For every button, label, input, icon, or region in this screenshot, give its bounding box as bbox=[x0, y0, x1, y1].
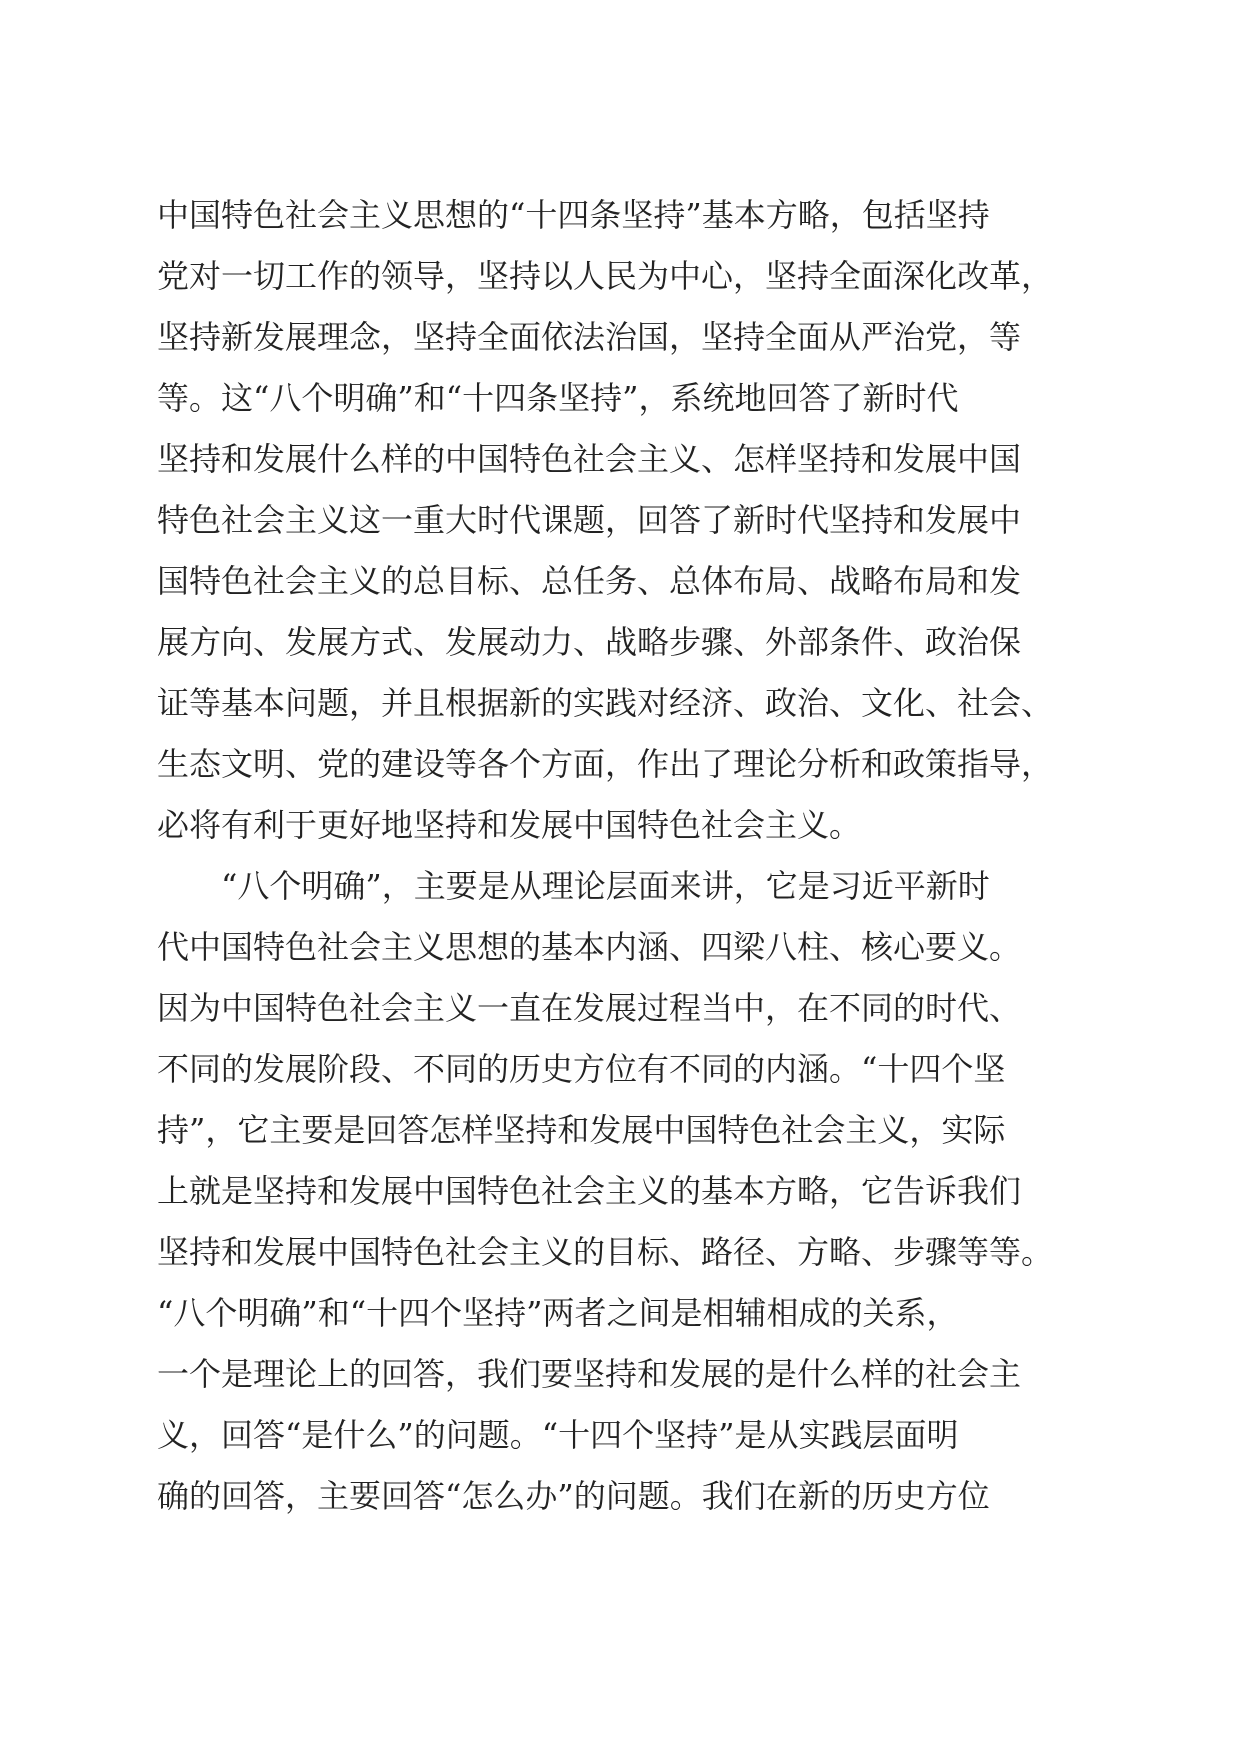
text-line: 义，回答“是什么”的问题。“十四个坚持”是从实践层面明 bbox=[157, 1416, 959, 1454]
body-text bbox=[157, 185, 1097, 1527]
text-line: 国特色社会主义的总目标、总任务、总体布局、战略布局和发 bbox=[157, 562, 1022, 600]
text-line: 上就是坚持和发展中国特色社会主义的基本方略，它告诉我们 bbox=[157, 1172, 1022, 1210]
paragraph-1 bbox=[157, 185, 1097, 856]
text-line: 一个是理论上的回答，我们要坚持和发展的是什么样的社会主 bbox=[157, 1355, 1022, 1393]
text-line: 生态文明、党的建设等各个方面，作出了理论分析和政策指导， bbox=[157, 745, 1054, 783]
text-line: 等。这“八个明确”和“十四条坚持”，系统地回答了新时代 bbox=[157, 379, 959, 417]
text-line: 必将有利于更好地坚持和发展中国特色社会主义。 bbox=[157, 806, 862, 844]
paragraph-2 bbox=[157, 856, 1097, 1527]
text-line: 代中国特色社会主义思想的基本内涵、四梁八柱、核心要义。 bbox=[157, 928, 1022, 966]
text-line: 证等基本问题，并且根据新的实践对经济、政治、文化、社会、 bbox=[157, 684, 1054, 722]
text-line: 特色社会主义这一重大时代课题，回答了新时代坚持和发展中 bbox=[157, 501, 1022, 539]
text-line: 坚持和发展什么样的中国特色社会主义、怎样坚持和发展中国 bbox=[157, 440, 1022, 478]
text-line: 中国特色社会主义思想的“十四条坚持”基本方略，包括坚持 bbox=[157, 196, 990, 234]
text-line: 因为中国特色社会主义一直在发展过程当中，在不同的时代、 bbox=[157, 989, 1022, 1027]
text-line: 党对一切工作的领导，坚持以人民为中心，坚持全面深化改革， bbox=[157, 257, 1054, 295]
text-line: 不同的发展阶段、不同的历史方位有不同的内涵。“十四个坚 bbox=[157, 1050, 1006, 1088]
text-line: 展方向、发展方式、发展动力、战略步骤、外部条件、政治保 bbox=[157, 623, 1022, 661]
text-line: “八个明确”和“十四个坚持”两者之间是相辅相成的关系， bbox=[157, 1294, 959, 1332]
text-line: 持”，它主要是回答怎样坚持和发展中国特色社会主义，实际 bbox=[157, 1111, 1006, 1149]
text-line: 坚持和发展中国特色社会主义的目标、路径、方略、步骤等等。 bbox=[157, 1233, 1054, 1271]
text-line: 确的回答，主要回答“怎么办”的问题。我们在新的历史方位 bbox=[157, 1477, 990, 1515]
text-line: 坚持新发展理念，坚持全面依法治国，坚持全面从严治党，等 bbox=[157, 318, 1022, 356]
text-line: “八个明确”，主要是从理论层面来讲，它是习近平新时 bbox=[221, 867, 990, 905]
